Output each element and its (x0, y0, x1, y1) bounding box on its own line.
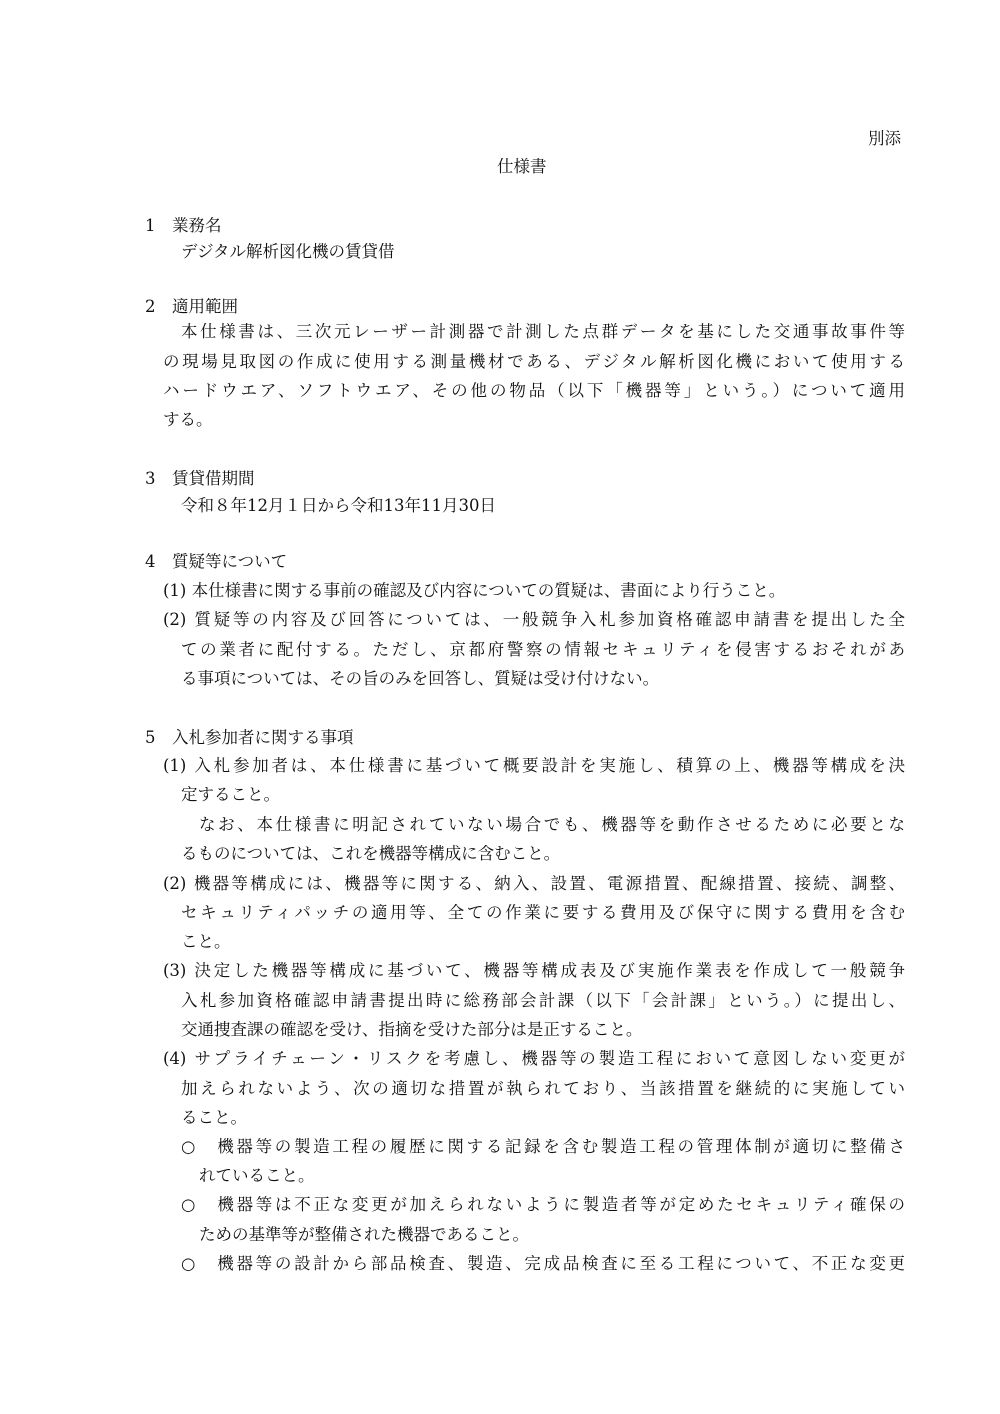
section-2-line: の現場見取図の作成に使用する測量機材である、デジタル解析図化機において使用する (163, 352, 905, 371)
section-5-bullet-3: ○ 機器等の設計から部品検査、製造、完成品検査に至る工程について、不正な変更 (181, 1254, 905, 1273)
section-5-item-1: なお、本仕様書に明記されていない場合でも、機器等を動作させるために必要とな (199, 815, 905, 834)
section-5-item-2: セキュリティパッチの適用等、全ての作業に要する費用及び保守に関する費用を含む (181, 903, 905, 922)
section-5-heading: 5 入札参加者に関する事項 (145, 728, 354, 747)
section-4-item-2: (2) 質疑等の内容及び回答については、一般競争入札参加資格確認申請書を提出した全 (163, 610, 905, 629)
section-5-item-2: こと。 (181, 932, 231, 951)
section-2-line: ハードウエア、ソフトウエア、その他の物品（以下「機器等」という。）について適用 (163, 381, 905, 400)
section-5-item-3: (3) 決定した機器等構成に基づいて、機器等構成表及び実施作業表を作成して一般競争 (163, 961, 905, 980)
section-5-bullet-1: ○ 機器等の製造工程の履歴に関する記録を含む製造工程の管理体制が適切に整備さ (181, 1137, 905, 1156)
section-5-item-2: (2) 機器等構成には、機器等に関する、納入、設置、電源措置、配線措置、接続、調整、 (163, 874, 905, 893)
section-5-item-4: ること。 (181, 1108, 247, 1127)
section-3-body: 令和８年12月１日から令和13年11月30日 (181, 496, 496, 515)
section-5-item-1: (1) 入札参加者は、本仕様書に基づいて概要設計を実施し、積算の上、機器等構成を決 (163, 756, 905, 775)
section-5-item-3: 入札参加資格確認申請書提出時に総務部会計課（以下「会計課」という。）に提出し、 (181, 991, 905, 1010)
section-5-bullet-2: ○ 機器等は不正な変更が加えられないように製造者等が定めたセキュリティ確保の (181, 1195, 905, 1214)
section-5-item-3: 交通捜査課の確認を受け、指摘を受けた部分は是正すること。 (181, 1020, 643, 1039)
section-5-item-4: 加えられないよう、次の適切な措置が執られており、当該措置を継続的に実施してい (181, 1079, 905, 1098)
section-1-heading: 1 業務名 (145, 216, 222, 235)
section-4-heading: 4 質疑等について (145, 552, 288, 571)
section-4-item-2: ての業者に配付する。ただし、京都府警察の情報セキュリティを侵害するおそれがあ (181, 640, 905, 659)
section-2-heading: 2 適用範囲 (145, 297, 238, 316)
section-5-item-1: るものについては、これを機器等構成に含むこと。 (181, 844, 561, 863)
section-1-body: デジタル解析図化機の賃貸借 (181, 242, 395, 261)
section-5-bullet-2: ための基準等が整備された機器であること。 (199, 1225, 529, 1244)
section-3-heading: 3 賃貸借期間 (145, 469, 255, 488)
section-5-bullet-1: れていること。 (199, 1166, 315, 1185)
section-2-line: 本仕様書は、三次元レーザー計測器で計測した点群データを基にした交通事故事件等 (181, 322, 905, 341)
section-5-item-1: 定すること。 (181, 785, 280, 804)
section-5-item-4: (4) サプライチェーン・リスクを考慮し、機器等の製造工程において意図しない変更が (163, 1049, 905, 1068)
document-title: 仕様書 (497, 157, 547, 176)
section-4-item-1: (1) 本仕様書に関する事前の確認及び内容についての質疑は、書面により行うこと。 (163, 581, 786, 600)
section-4-item-2: る事項については、その旨のみを回答し、質疑は受け付けない。 (181, 669, 660, 688)
attachment-label: 別添 (868, 129, 901, 148)
section-2-line: する。 (163, 410, 213, 429)
